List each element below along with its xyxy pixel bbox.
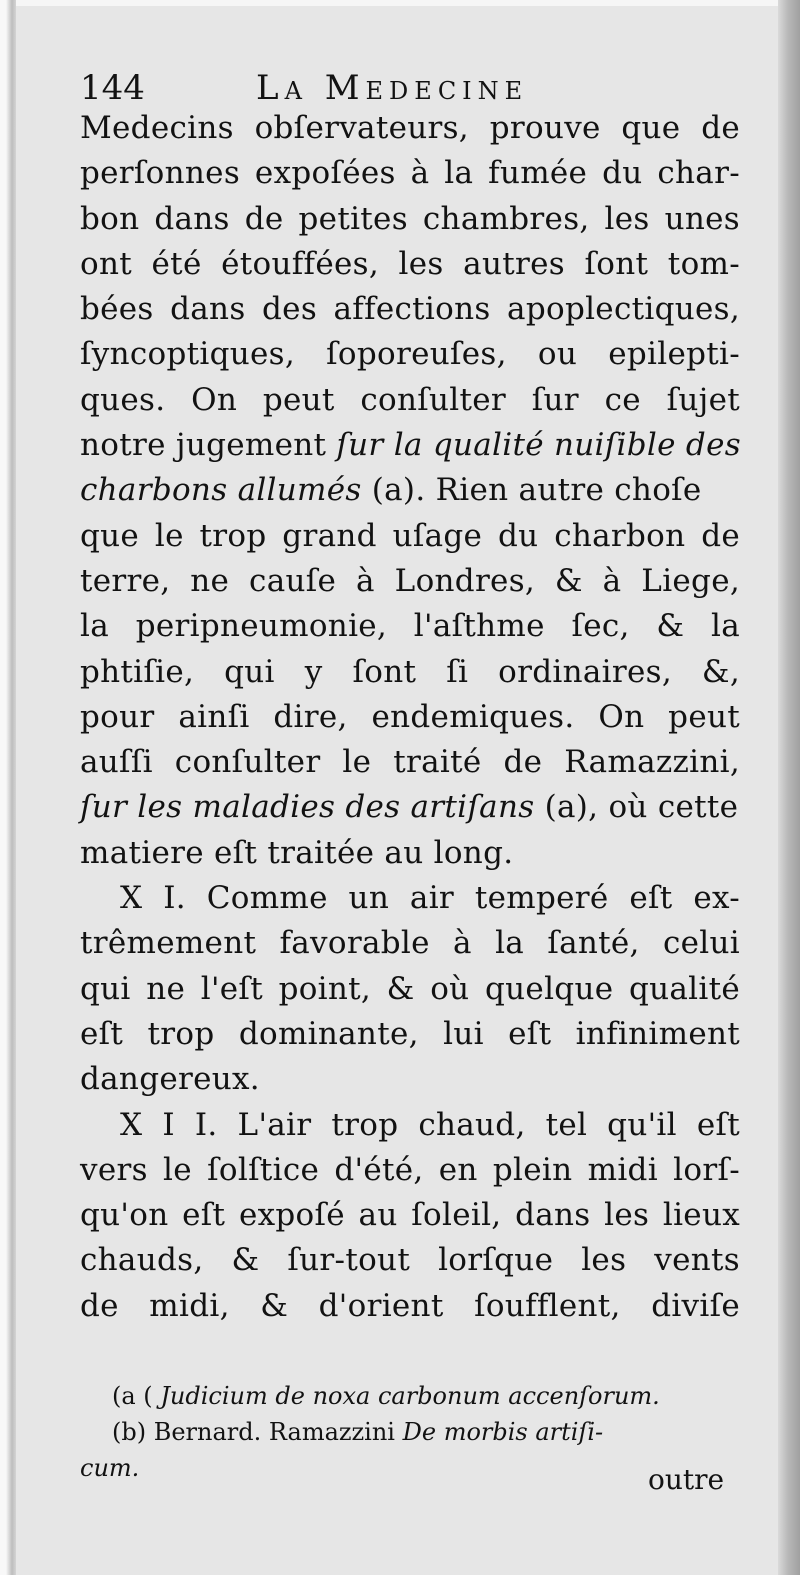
running-title: La Medecine [256,68,529,108]
text-line: Medecins obſervateurs, prouve que de [80,110,740,146]
page-top-edge [0,0,800,6]
text-line: pour ainſi dire, endemiques. On peut [80,698,740,735]
text-line: terre, ne cauſe à Londres, & à Liege, [80,562,740,599]
text-line: perſonnes expoſées à la fumée du char- [80,155,740,192]
footnote-text: Judicium de noxa carbonum accenſorum. [160,1382,660,1410]
paragraph-xi-line: trêmement favorable à la ſanté, celui [80,925,740,962]
paragraph-xii-line: qu'on eſt expoſé au ſoleil, dans les lieux [80,1197,740,1234]
text-line: que le trop grand uſage du charbon de [80,517,740,554]
paragraph-xi-line: dangereux. [80,1061,260,1098]
page-number: 144 [80,68,145,108]
footnote-b [80,1414,740,1450]
text-segment: notre jugement [80,427,337,464]
text-line: ont été étouffées, les autres ſont tom- [80,245,740,282]
italic-title: ſur la qualité nuiſible des [336,427,741,464]
text-segment: (a), où cette [534,789,739,826]
text-line: ſyncoptiques, ſoporeuſes, ou epilepti- [80,336,740,373]
paragraph-xii-line: X I I. L'air trop chaud, tel qu'il eſt [120,1106,740,1143]
footnote-a [80,1378,740,1414]
page-right-edge [778,0,800,1575]
footnote-text: De morbis artiſi- [402,1418,604,1446]
paragraph-xi-line: qui ne l'eſt point, & où quelque qualité [80,970,740,1007]
text-line: ques. On peut conſulter ſur ce ſujet [80,381,740,418]
text-line [80,468,740,513]
text-line [80,785,740,830]
paragraph-xii-line: de midi, & d'orient ſoufflent, diviſe [80,1287,740,1324]
paragraph-xi-line: eſt trop dominante, lui eſt infiniment [80,1015,740,1052]
text-line: matiere eſt traitée au long. [80,834,514,871]
text-line: la peripneumonie, l'aſthme ſec, & la [80,608,740,645]
footnote-b-continued [80,1450,740,1486]
text-line [80,423,740,468]
page-left-gutter [0,0,16,1575]
footnote-marker: (a ( [112,1382,153,1410]
text-line: bées dans des affections apoplectiques, [80,291,740,328]
italic-title: ſur les maladies des artiſans [80,789,535,826]
text-line: bon dans de petites chambres, les unes [80,200,740,237]
text-line: auſſi conſulter le traité de Ramazzini, [80,744,740,781]
catchword: outre [648,1463,725,1496]
footnote-marker: (b) Bernard. Ramazzini [112,1418,403,1446]
body-text [80,106,740,1329]
text-line: phtiſie, qui y ſont ſi ordinaires, &, [80,653,740,690]
footnote-text: cum. [80,1454,140,1482]
paragraph-xii-line: vers le ſolſtice d'été, en plein midi lorſ- [80,1151,740,1188]
text-segment: (a). Rien autre choſe [361,472,702,509]
italic-title: charbons allumés [80,472,362,509]
footnotes [80,1378,740,1486]
paragraph-xii-line: chauds, & ſur-tout lorſque les vents [80,1242,740,1279]
paragraph-xi-line: X I. Comme un air temperé eſt ex- [120,880,740,917]
